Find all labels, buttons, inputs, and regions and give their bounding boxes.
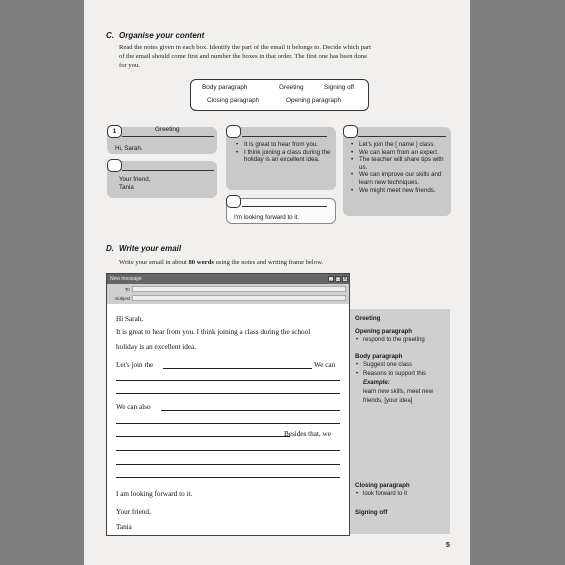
subject-field[interactable]: [132, 295, 346, 301]
instruction-part: Write your email in about: [119, 259, 189, 266]
email-opening-line1: It is great to hear from you. I think joining a class during the school: [116, 328, 311, 336]
box-signoff-line2: Tania: [119, 184, 134, 191]
box-body-item: • We can improve our skills and learn new techniques.: [350, 171, 450, 186]
writing-line[interactable]: [116, 450, 340, 451]
email-signoff-line1: Your friend,: [116, 508, 151, 516]
guide-opening-heading: Opening paragraph: [355, 328, 413, 335]
section-c-title: [106, 31, 204, 40]
maximize-icon[interactable]: □: [336, 276, 340, 282]
writing-line[interactable]: [161, 410, 340, 411]
instruction-line: Read the notes given in each box. Identify the part of the email it belongs to. Decide which part: [119, 44, 371, 51]
to-label: To: [125, 287, 130, 292]
instruction-line: for you.: [119, 62, 140, 69]
box-opening-item: • It is great to hear from you.: [235, 141, 333, 149]
email-window: [106, 273, 350, 536]
writing-frame-guide: [350, 309, 450, 534]
guide-greeting: Greeting: [355, 315, 381, 322]
box-body-item: • We can learn from an expert.: [350, 149, 450, 157]
close-icon[interactable]: X: [343, 276, 347, 282]
label-greeting: Greeting: [279, 84, 304, 91]
box-opening-number[interactable]: [226, 125, 241, 138]
box-body-item: • We might meet new friends.: [350, 187, 450, 195]
section-c-instructions: [119, 43, 454, 70]
box-signoff-line1: Your friend,: [119, 176, 151, 183]
minimize-icon[interactable]: _: [329, 276, 333, 282]
box-signoff: [107, 161, 217, 198]
email-header-fields: [107, 284, 349, 304]
page-number: 5: [446, 542, 450, 549]
section-d-instruction: [119, 258, 323, 267]
email-body-besides: Besides that, we: [284, 430, 331, 438]
email-window-title: New message: [110, 276, 142, 282]
section-d-title-text: Write your email: [119, 244, 182, 253]
writing-line[interactable]: [116, 436, 290, 437]
guide-example-line1: learn new skills, meet new: [363, 389, 434, 395]
email-body-also: We can also: [116, 403, 151, 411]
label-closing-paragraph: Closing paragraph: [207, 97, 260, 104]
box-signoff-line: [122, 170, 214, 171]
box-body-item: • The teacher will share tips with us.: [350, 156, 450, 171]
email-closing: I am looking forward to it.: [116, 490, 193, 498]
box-greeting-heading: Greeting: [155, 126, 180, 133]
email-opening-line2: holiday is an excellent idea.: [116, 343, 197, 351]
box-body: [343, 127, 451, 216]
section-c-letter: C.: [106, 31, 114, 40]
writing-line[interactable]: [116, 393, 340, 394]
guide-example-line2: friends, [your idea]: [363, 398, 413, 404]
writing-line[interactable]: [116, 423, 340, 424]
guide-example-label: Example:: [363, 380, 390, 386]
to-field[interactable]: [132, 286, 346, 292]
email-greeting: Hi Sarah,: [116, 315, 144, 323]
guide-signoff-heading: Signing off: [355, 509, 388, 516]
label-body-paragraph: Body paragraph: [202, 84, 248, 91]
email-body-start: Let's join the: [116, 361, 154, 369]
writing-line[interactable]: [163, 368, 312, 369]
email-titlebar: [107, 274, 349, 284]
box-opening-item: • I think joining a class during the holiday is an excellent idea.: [235, 149, 333, 164]
section-c-title-text: Organise your content: [119, 31, 205, 40]
box-greeting-number: 1: [107, 125, 122, 138]
subject-label: Subject: [115, 296, 131, 301]
box-body-line: [358, 136, 446, 137]
email-signoff-line2: Tania: [116, 523, 132, 531]
box-body-number[interactable]: [343, 125, 358, 138]
box-closing: [226, 198, 336, 224]
instruction-part: using the notes and writing frame below.: [213, 259, 324, 266]
box-greeting-line: [122, 136, 214, 137]
instruction-word-count: 80 words: [188, 259, 214, 266]
box-closing-text: I'm looking forward to it.: [234, 214, 300, 221]
guide-closing-heading: Closing paragraph: [355, 482, 410, 489]
guide-body-bullet: • Suggest one class: [363, 362, 412, 368]
box-closing-line: [242, 206, 327, 207]
writing-line[interactable]: [116, 464, 340, 465]
box-signoff-number[interactable]: [107, 159, 122, 172]
writing-line[interactable]: [116, 380, 340, 381]
box-greeting-text: Hi, Sarah.: [115, 145, 143, 152]
section-d-letter: D.: [106, 244, 114, 253]
label-opening-paragraph: Opening paragraph: [286, 97, 342, 104]
guide-opening-bullet: • respond to the greeting: [363, 337, 425, 343]
label-signing-off: Signing off: [324, 84, 355, 91]
guide-body-bullet: • Reasons to support this: [363, 371, 426, 377]
writing-line[interactable]: [116, 477, 340, 478]
word-bank-box: [190, 79, 369, 111]
email-body-we-can: We can: [314, 361, 336, 369]
guide-closing-bullet: • look forward to it: [363, 491, 407, 497]
instruction-line: of the email should come first and number the boxes in that order. The first one has been done: [119, 53, 367, 60]
box-body-item: • Let's join the [ name ] class.: [350, 141, 450, 149]
box-closing-number[interactable]: [226, 195, 241, 208]
section-d-title: [106, 244, 181, 253]
guide-body-heading: Body paragraph: [355, 353, 403, 360]
box-opening-line: [242, 136, 327, 137]
